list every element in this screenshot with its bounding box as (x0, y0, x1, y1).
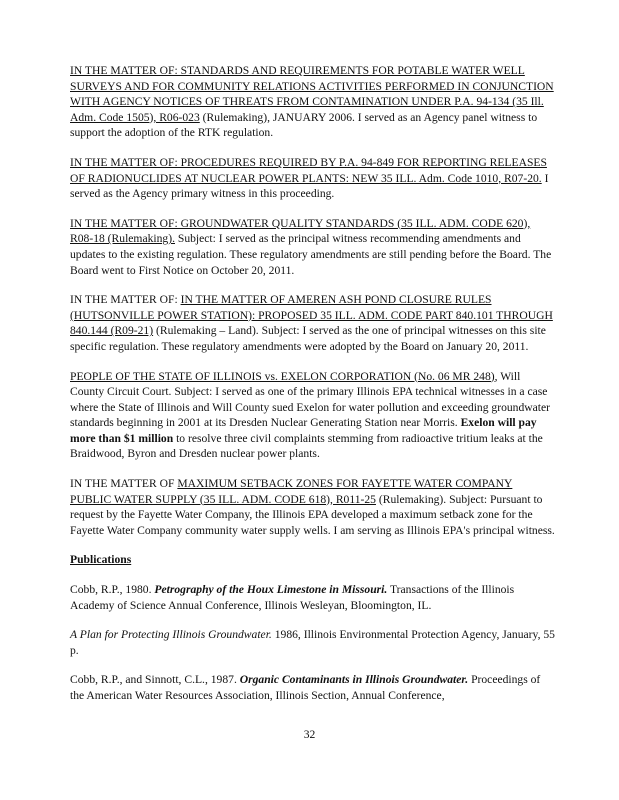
publication-item (70, 672, 556, 703)
case-description: Will County Circuit Court. Subject: I served as one of the primary Illinois EPA technical witnesses in a case where the State of Illinois and Will County sued Exelon for water pollution and exceeding groundwater standards beginning in 2001 at its Dresden Nuclear Generating Station near Morris. (70, 369, 551, 430)
publication-title: Organic Contaminants in Illinois Groundwater. (239, 673, 469, 687)
proceeding-description: (Rulemaking), JANUARY 2006. I served as an Agency panel witness to support the adoption of the RTK regulation. (70, 110, 538, 140)
case-settlement-highlight: Exelon will pay more than $1 million (70, 416, 537, 445)
case-description-end: to resolve three civil complaints stemming from radioactive tritium leaks at the Braidwood, Byron and Dresden nuclear power plants. (70, 431, 543, 461)
proceeding-prefix: IN THE MATTER OF: (70, 293, 181, 307)
proceeding-title: IN THE MATTER OF AMEREN ASH POND CLOSURE RULES (HUTSONVILLE POWER STATION): PROPOSED 35 ILL. ADM. CODE PART 840.101 THROUGH 840.144 (R09-21) (70, 293, 553, 338)
case-exelon (70, 369, 556, 463)
publication-source: Transactions of the Illinois Academy of Science Annual Conference, Illinois Wesleyan, Bloomington, IL. (70, 583, 515, 612)
proceeding-groundwater-standards (70, 216, 556, 278)
proceeding-title: IN THE MATTER OF: STANDARDS AND REQUIREMENTS FOR POTABLE WATER WELL SURVEYS AND FOR COMMUNITY RELATIONS ACTIVITIES PERFORMED IN CONJUNCTION WITH AGENCY NOTICES OF THREATS FROM CONTAMINATION UNDER P.A. 94-134 (35 Ill. Adm. Code 1505), R06-023 (70, 64, 554, 124)
proceeding-prefix: IN THE MATTER OF (70, 477, 178, 491)
proceeding-description: (Rulemaking – Land). Subject: I served as the one of principal witnesses on this site specific regulation. These regulatory amendments were adopted by the Board on January 20, 2011. (70, 324, 546, 353)
document-body (70, 63, 556, 718)
publication-item (70, 582, 556, 613)
publication-item (70, 627, 556, 658)
proceeding-title: IN THE MATTER OF: PROCEDURES REQUIRED BY P.A. 94-849 FOR REPORTING RELEASES OF RADIONUCLIDES AT NUCLEAR POWER PLANTS: NEW 35 ILL. Adm. Code 1010, R07-20. (70, 155, 547, 185)
publications-heading: Publications (70, 553, 132, 567)
proceeding-description: Subject: I served as the principal witness recommending amendments and updates to the existing regulation. These regulatory amendments are still pending before the Board. The Board went to First Notice on October 20, 2011. (70, 232, 552, 277)
publication-source: 1986, Illinois Environmental Protection Agency, January, 55 p. (70, 628, 555, 657)
case-title: PEOPLE OF THE STATE OF ILLINOIS vs. EXELON CORPORATION (No. 06 MR 248), (70, 369, 498, 383)
proceeding-description: I served as the Agency primary witness in this proceeding. (70, 171, 549, 201)
publication-source: Proceedings of the American Water Resources Association, Illinois Section, Annual Conference, (70, 673, 541, 702)
proceeding-title: MAXIMUM SETBACK ZONES FOR FAYETTE WATER COMPANY PUBLIC WATER SUPPLY (35 ILL. ADM. CODE 618), R011-25 (70, 477, 513, 506)
publication-title: A Plan for Protecting Illinois Groundwater. (70, 628, 272, 642)
publication-authors: Cobb, R.P., and Sinnott, C.L., 1987. (70, 673, 240, 687)
proceeding-description: (Rulemaking). Subject: Pursuant to request by the Fayette Water Company, the Illinois EPA developed a maximum setback zone for the Fayette Water Company community water supply wells. I am serving as Illinois EPA's principal witness. (70, 492, 555, 537)
page-number: 32 (303, 728, 316, 741)
proceeding-fayette (70, 476, 556, 538)
proceeding-radionuclides (70, 155, 556, 202)
proceeding-title: IN THE MATTER OF: GROUNDWATER QUALITY STANDARDS (35 ILL. ADM. CODE 620), R08-18 (Rulemaking). (70, 216, 531, 246)
publication-title: Petrography of the Houx Limestone in Missouri. (154, 583, 388, 597)
proceeding-ameren-ash-pond (70, 292, 556, 354)
publication-authors: Cobb, R.P., 1980. (70, 583, 155, 597)
proceeding-rtk (70, 63, 556, 141)
